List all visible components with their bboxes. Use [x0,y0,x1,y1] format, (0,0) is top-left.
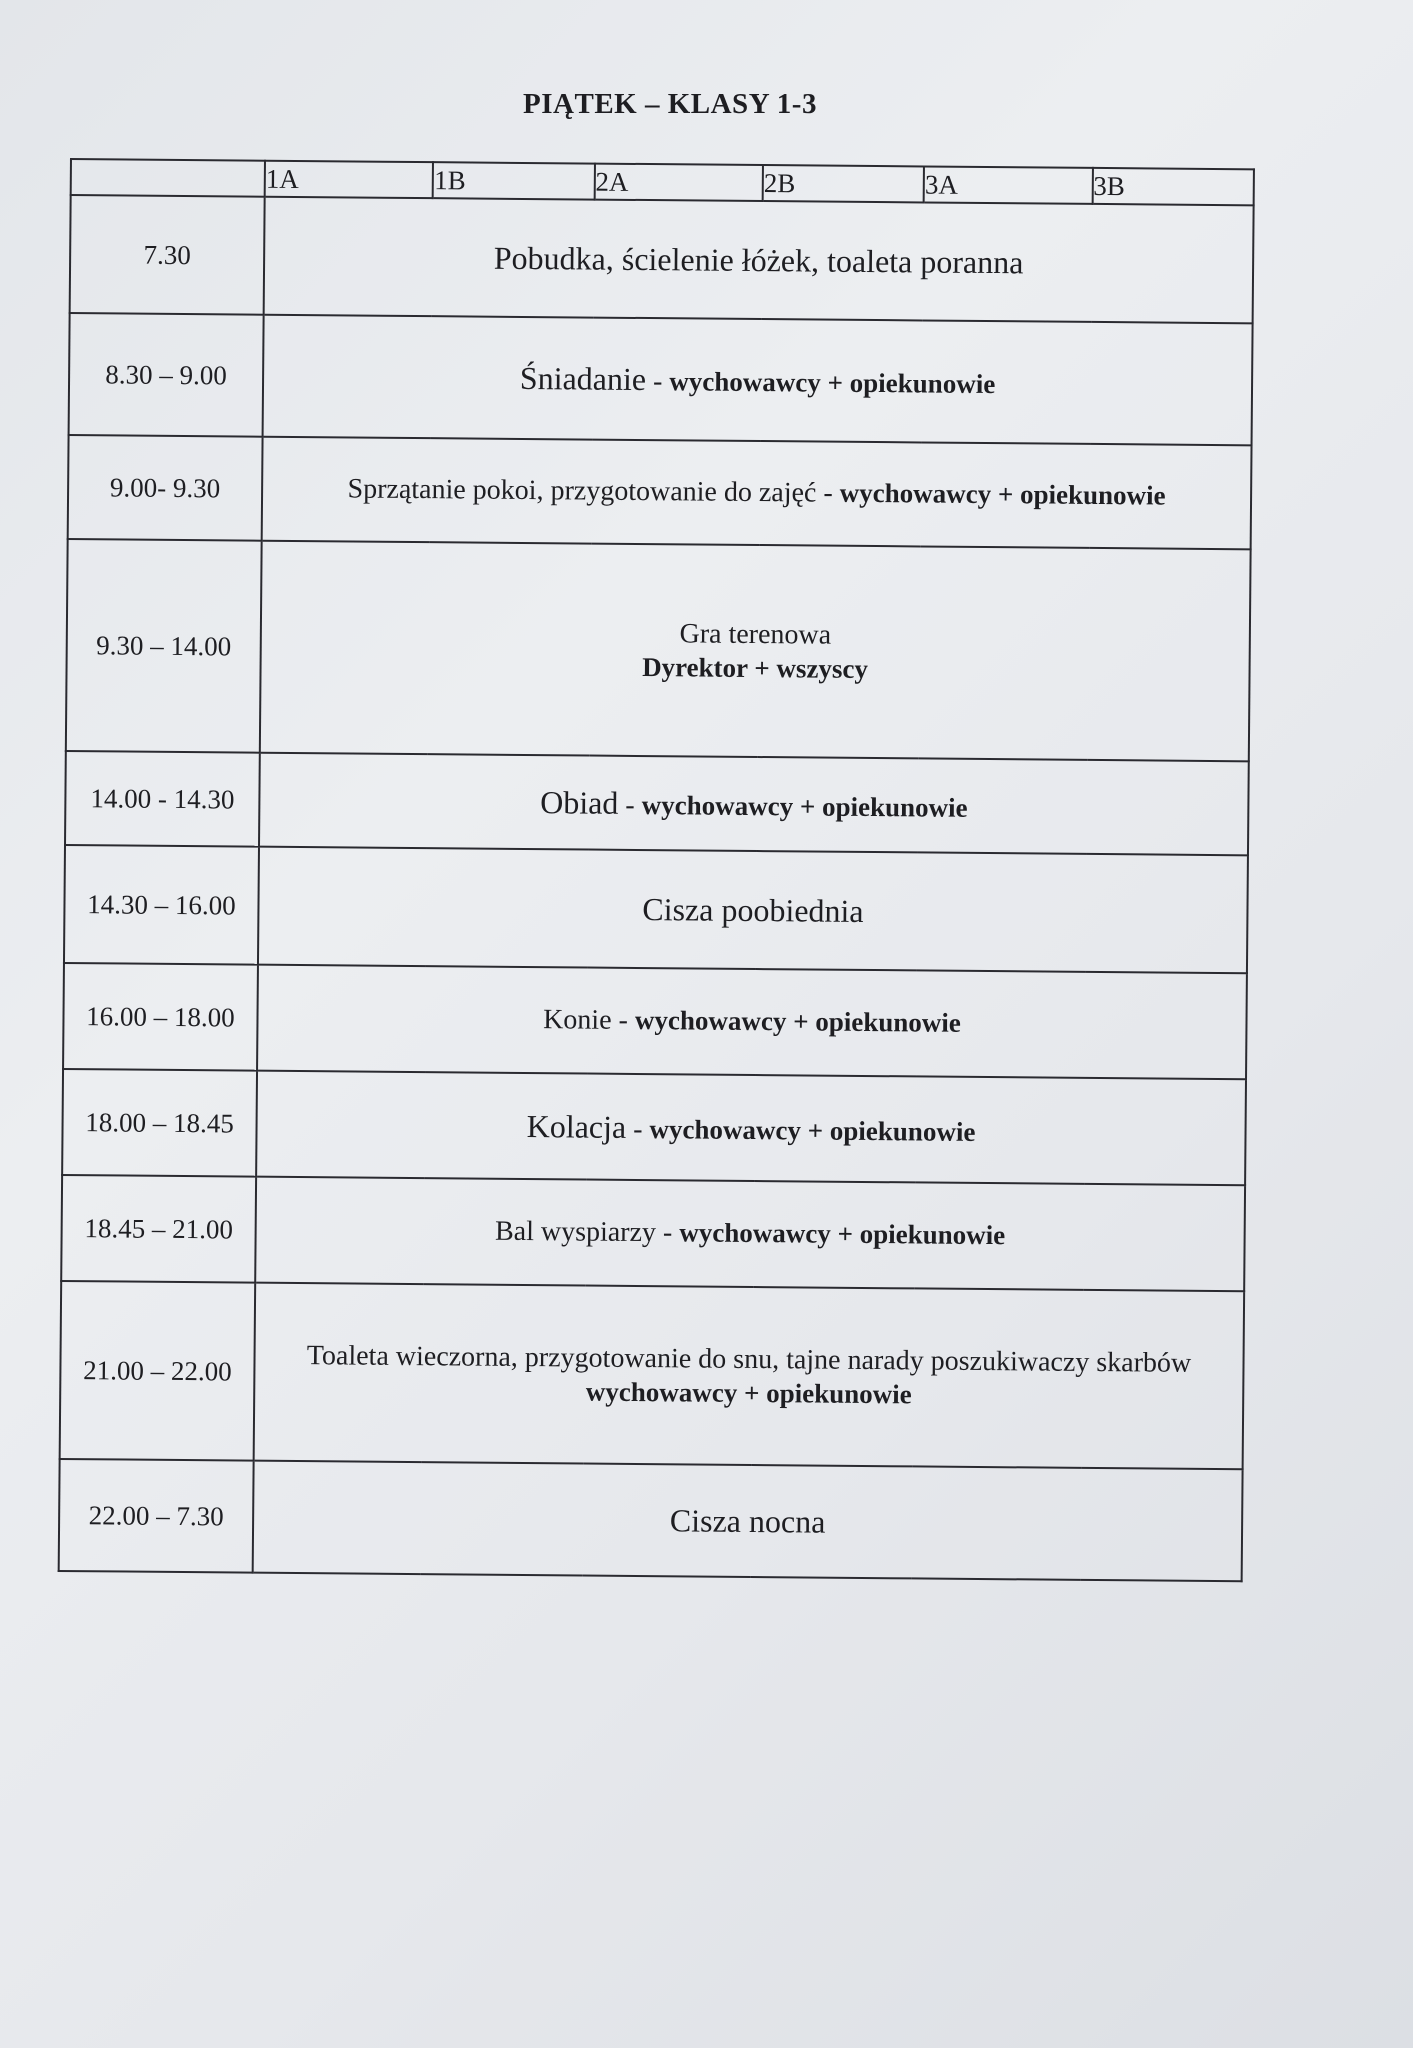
activity-text: Toaleta wieczorna, przygotowanie do snu, tajne narady poszukiwaczy skarbów [306,1340,1192,1379]
time-cell: 18.45 – 21.00 [61,1175,256,1283]
activity-cell [256,1071,1246,1186]
class-header-1b: 1B [433,162,595,199]
activity-text: Konie [543,1004,612,1036]
activity-cell [258,847,1248,974]
staff-text: wychowawcy + opiekunowie [679,1217,1006,1251]
activity-cell [257,965,1247,1080]
activity-cell [255,1177,1245,1292]
time-cell: 22.00 – 7.30 [59,1459,254,1573]
separator: - [645,365,670,397]
activity-text: Cisza nocna [669,1501,826,1540]
activity-cell [254,1283,1245,1470]
time-cell: 18.00 – 18.45 [62,1069,257,1177]
time-cell: 21.00 – 22.00 [60,1281,256,1461]
time-cell: 14.30 – 16.00 [64,845,259,965]
class-header-3b: 3B [1092,168,1254,205]
class-header-2a: 2A [594,164,763,201]
time-cell: 7.30 [70,195,265,315]
staff-text: Dyrektor + wszyscy [642,651,869,684]
schedule-row [60,1281,1245,1469]
class-header-3a: 3A [924,166,1093,203]
schedule-table [58,158,1255,1582]
activity-cell [264,197,1254,324]
activity-text: Cisza poobiednia [642,890,864,929]
schedule-row [63,963,1247,1079]
activity-text: Obiad [540,783,619,821]
schedule-row [68,435,1252,549]
schedule-row [64,845,1248,973]
schedule-row [69,313,1253,445]
schedule-row [65,751,1249,855]
separator: - [816,477,840,509]
activity-text: Kolacja [526,1107,627,1145]
staff-text: wychowawcy + opiekunowie [649,1113,976,1147]
activity-cell [260,541,1251,762]
separator: - [611,1004,636,1037]
activity-text: Gra terenowa [679,618,832,651]
schedule-row [59,1459,1243,1581]
class-header-1a: 1A [265,161,434,198]
separator: - [626,1113,650,1145]
separator: - [618,789,642,821]
schedule-row [70,195,1254,323]
schedule-row [66,539,1251,761]
time-cell: 9.30 – 14.00 [66,539,262,753]
staff-text: wychowawcy + opiekunowie [641,789,968,823]
activity-text: Pobudka, ścielenie łóżek, toaleta poranna [493,239,1024,281]
activity-text: Bal wyspiarzy [494,1215,657,1249]
separator: - [655,1217,680,1249]
time-cell: 8.30 – 9.00 [69,313,264,437]
activity-cell [262,437,1252,550]
schedule-row [62,1069,1246,1185]
class-header-2b: 2B [763,165,925,202]
activity-cell [253,1461,1243,1582]
activity-cell [259,753,1249,856]
activity-text: Sprzątanie pokoi, przygotowanie do zajęć [347,473,817,509]
activity-text: Śniadanie [519,359,647,397]
staff-text: wychowawcy + opiekunowie [585,1376,912,1409]
staff-text: wychowawcy + opiekunowie [839,477,1166,511]
staff-text: wychowawcy + opiekunowie [634,1005,961,1039]
staff-text: wychowawcy + opiekunowie [669,365,996,399]
time-cell: 16.00 – 18.00 [63,963,258,1071]
time-cell: 14.00 - 14.30 [65,751,260,847]
time-cell: 9.00- 9.30 [68,435,263,541]
page-title: PIĄTEK – KLASY 1-3 [523,88,817,120]
header-corner-cell [71,159,265,197]
activity-cell [263,315,1253,446]
schedule-row [61,1175,1245,1291]
